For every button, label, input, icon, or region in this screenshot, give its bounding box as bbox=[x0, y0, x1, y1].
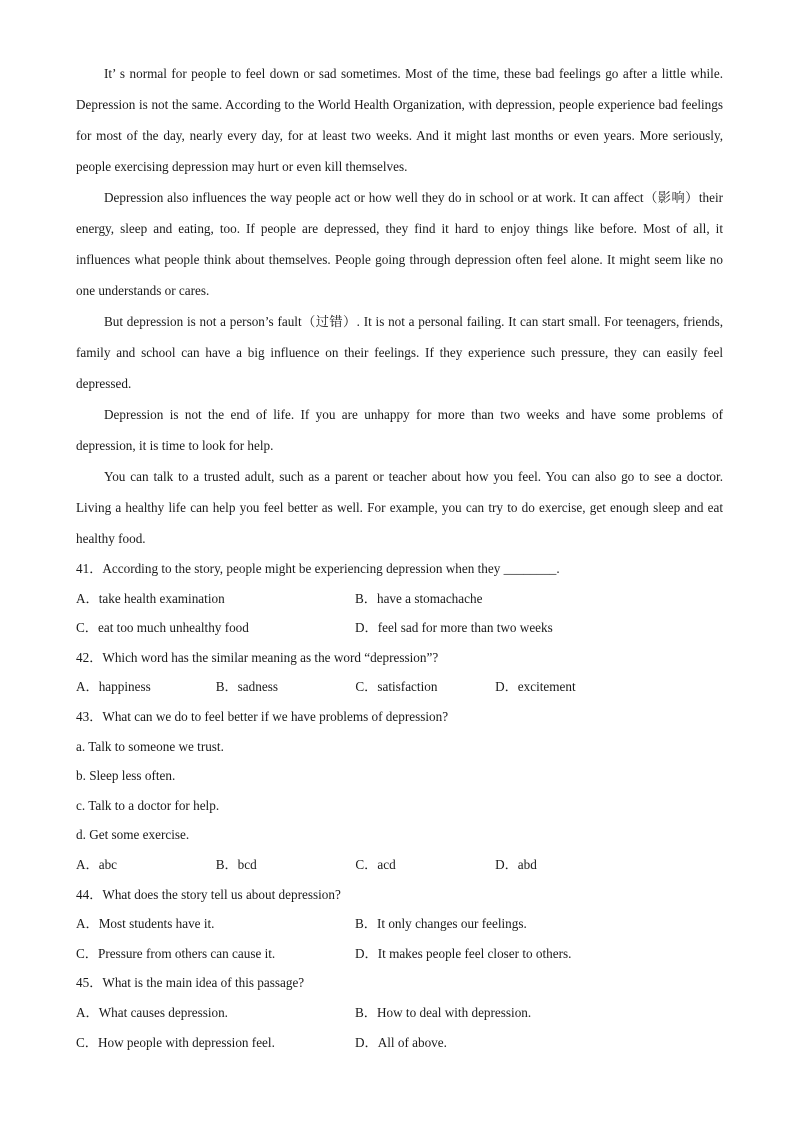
option-row bbox=[76, 939, 723, 969]
option-row bbox=[76, 613, 723, 643]
option-a[interactable]: A．Most students have it. bbox=[76, 916, 215, 932]
question-44 bbox=[76, 880, 723, 969]
option-d[interactable]: D．excitement bbox=[495, 679, 576, 695]
list-item: b. Sleep less often. bbox=[76, 768, 176, 784]
question-stem: 41．According to the story, people might be experiencing depression when they ________. bbox=[76, 561, 560, 576]
option-d[interactable]: D．It makes people feel closer to others. bbox=[355, 945, 572, 961]
option-b[interactable]: B．How to deal with depression. bbox=[355, 1004, 532, 1020]
list-item: d. Get some exercise. bbox=[76, 827, 190, 843]
option-c[interactable]: C．satisfaction bbox=[355, 679, 438, 695]
passage-paragraph-1: It’ s normal for people to feel down or sad sometimes. Most of the time, these bad feelings go after a little while. Depression is not the same. According to the World Health Organization, with depression, people experience bad feelings for most of the day, nearly every day, for at least two weeks. And it might last months or even years. More seriously, people exercising depression may hurt or even kill themselves. bbox=[76, 66, 723, 174]
reading-passage bbox=[76, 58, 723, 554]
option-b[interactable]: B．have a stomachache bbox=[355, 590, 483, 606]
option-row bbox=[76, 1028, 723, 1058]
exam-page bbox=[76, 58, 723, 1057]
passage-paragraph-2: Depression also influences the way people act or how well they do in school or at work. It can affect（影响）their energy, sleep and eating, too. If people are depressed, they find it hard to enjoy things like before. Most of all, it influences what people think about themselves. People going through depression often feel alone. It might seem like no one understands or cares. bbox=[76, 190, 723, 298]
question-41 bbox=[76, 554, 723, 643]
question-stem: 42．Which word has the similar meaning as the word “depression”? bbox=[76, 649, 439, 665]
option-row bbox=[76, 909, 723, 939]
list-item: a. Talk to someone we trust. bbox=[76, 738, 224, 754]
passage-paragraph-5: You can talk to a trusted adult, such as a parent or teacher about how you feel. You can also go to see a doctor. Living a healthy life can help you feel better as well. For example, you can try to do exercise, get enough sleep and eat healthy food. bbox=[76, 469, 723, 546]
question-stem: 43．What can we do to feel better if we have problems of depression? bbox=[76, 708, 449, 724]
option-row bbox=[76, 998, 723, 1028]
question-45 bbox=[76, 968, 723, 1057]
option-d[interactable]: D．All of above. bbox=[355, 1034, 447, 1050]
question-stem: 44．What does the story tell us about depression? bbox=[76, 886, 341, 902]
passage-paragraph-4: Depression is not the end of life. If you are unhappy for more than two weeks and have some problems of depression, it is time to look for help. bbox=[76, 407, 723, 453]
question-42 bbox=[76, 643, 723, 702]
option-b[interactable]: B．sadness bbox=[215, 679, 278, 695]
option-a[interactable]: A．What causes depression. bbox=[76, 1004, 228, 1020]
list-item: c. Talk to a doctor for help. bbox=[76, 797, 220, 813]
option-row bbox=[76, 584, 723, 614]
option-row bbox=[76, 672, 723, 702]
option-b[interactable]: B．It only changes our feelings. bbox=[355, 916, 527, 932]
option-b[interactable]: B．bcd bbox=[215, 856, 257, 872]
option-c[interactable]: C．eat too much unhealthy food bbox=[76, 620, 249, 636]
question-stem: 45．What is the main idea of this passage? bbox=[76, 975, 305, 991]
option-c[interactable]: C．Pressure from others can cause it. bbox=[76, 945, 276, 961]
option-row bbox=[76, 850, 723, 880]
passage-paragraph-3: But depression is not a person’s fault（过错）. It is not a personal failing. It can start small. For teenagers, friends, family and school can have a big influence on their feelings. If they experience such pressure, they can easily feel depressed. bbox=[76, 314, 723, 391]
option-a[interactable]: A．abc bbox=[76, 856, 118, 872]
option-d[interactable]: D．feel sad for more than two weeks bbox=[355, 620, 553, 636]
option-c[interactable]: C．How people with depression feel. bbox=[76, 1034, 275, 1050]
option-d[interactable]: D．abd bbox=[495, 856, 537, 872]
option-a[interactable]: A．take health examination bbox=[76, 590, 225, 606]
question-43 bbox=[76, 702, 723, 880]
option-a[interactable]: A．happiness bbox=[76, 679, 151, 695]
option-c[interactable]: C．acd bbox=[355, 856, 396, 872]
